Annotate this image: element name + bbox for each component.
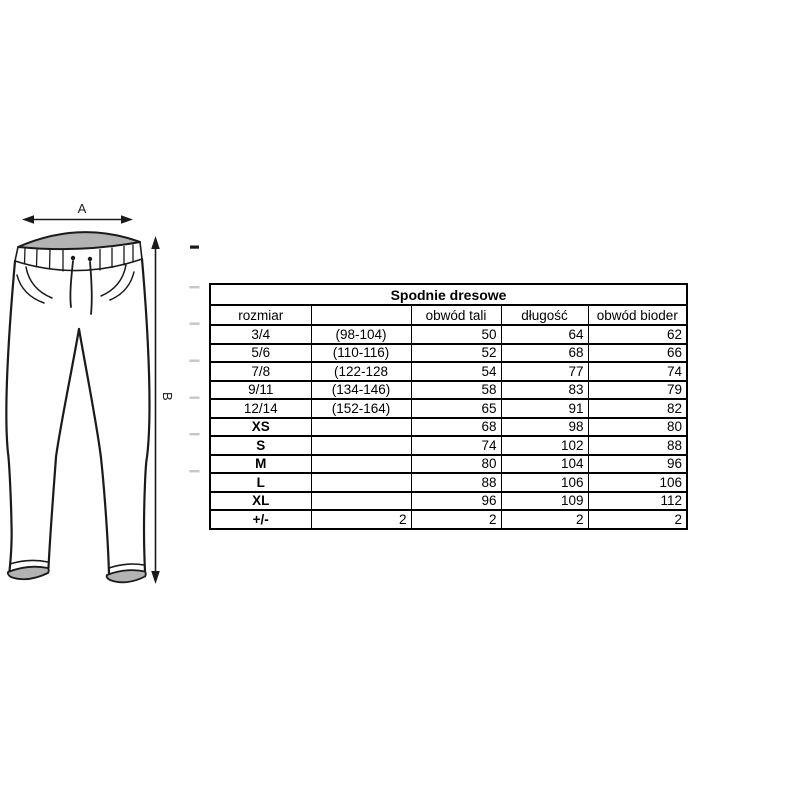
- table-cell: 91: [501, 399, 588, 418]
- table-cell: 112: [588, 492, 687, 511]
- table-cell: 98: [501, 418, 588, 437]
- table-row: [210, 492, 687, 511]
- table-cell: (122-128: [311, 362, 411, 381]
- table-row: [210, 399, 687, 418]
- col-header-range: [311, 305, 411, 325]
- table-cell: 2: [411, 510, 501, 529]
- dimension-a-label: A: [77, 201, 87, 216]
- table-cell: [311, 436, 411, 455]
- arrow-right-icon: [121, 215, 133, 223]
- table-row: [210, 418, 687, 437]
- table-cell: 2: [501, 510, 588, 529]
- arrow-left-icon: [22, 215, 34, 223]
- table-row: [210, 455, 687, 474]
- table-cell: 52: [411, 344, 501, 363]
- col-header-length: długość: [501, 305, 588, 325]
- table-cell: 65: [411, 399, 501, 418]
- tick-dash-mark: [190, 246, 199, 249]
- table-title-row: [210, 284, 687, 305]
- table-cell: 12/14: [210, 399, 311, 418]
- cuff-left: [8, 560, 49, 579]
- table-cell: 74: [588, 362, 687, 381]
- table-cell: (110-116): [311, 344, 411, 363]
- dimension-a-arrow: [22, 215, 133, 223]
- table-cell: S: [210, 436, 311, 455]
- table-cell: 3/4: [210, 325, 311, 344]
- pant-legs-outline: [6, 259, 149, 574]
- table-cell: 2: [311, 510, 411, 529]
- table-cell: 62: [588, 325, 687, 344]
- table-title: Spodnie dresowe: [210, 284, 687, 305]
- table-cell: (152-164): [311, 399, 411, 418]
- table-cell: 68: [411, 418, 501, 437]
- waistband-band: [15, 259, 142, 271]
- table-cell: +/-: [210, 510, 311, 529]
- arrow-up-icon: [151, 236, 160, 249]
- table-cell: 50: [411, 325, 501, 344]
- drawstrings: [70, 256, 92, 314]
- table-cell: 7/8: [210, 362, 311, 381]
- table-cell: 109: [501, 492, 588, 511]
- waistband-side: [140, 242, 142, 259]
- table-cell: 66: [588, 344, 687, 363]
- pocket-right: [101, 265, 134, 300]
- table-cell: 106: [588, 473, 687, 492]
- table-cell: (98-104): [311, 325, 411, 344]
- table-cell: 54: [411, 362, 501, 381]
- pocket-left: [17, 267, 52, 303]
- col-header-waist: obwód tali: [411, 305, 501, 325]
- table-cell: 77: [501, 362, 588, 381]
- table-cell: 104: [501, 455, 588, 474]
- cuff-right: [107, 564, 146, 582]
- table-cell: M: [210, 455, 311, 474]
- table-cell: [311, 492, 411, 511]
- table-cell: XL: [210, 492, 311, 511]
- table-row: [210, 381, 687, 400]
- size-table-body: [210, 325, 687, 529]
- arrow-down-icon: [151, 571, 160, 584]
- table-cell: XS: [210, 418, 311, 437]
- table-row: [210, 510, 687, 529]
- table-row: [210, 344, 687, 363]
- table-cell: [311, 455, 411, 474]
- col-header-size: rozmiar: [210, 305, 311, 325]
- table-cell: 106: [501, 473, 588, 492]
- table-cell: 68: [501, 344, 588, 363]
- col-header-hips: obwód bioder: [588, 305, 687, 325]
- pants-technical-drawing: [0, 195, 200, 595]
- table-cell: 9/11: [210, 381, 311, 400]
- size-table: [209, 283, 688, 530]
- table-cell: 82: [588, 399, 687, 418]
- table-cell: 2: [588, 510, 687, 529]
- table-cell: 96: [588, 455, 687, 474]
- waistband-opening: [18, 232, 140, 249]
- table-cell: 96: [411, 492, 501, 511]
- table-row: [210, 473, 687, 492]
- table-cell: 74: [411, 436, 501, 455]
- table-cell: (134-146): [311, 381, 411, 400]
- table-cell: 88: [588, 436, 687, 455]
- table-row: [210, 436, 687, 455]
- table-cell: 64: [501, 325, 588, 344]
- faint-grid-dashes: [190, 286, 200, 472]
- dimension-b-label: B: [160, 392, 175, 401]
- table-cell: 83: [501, 381, 588, 400]
- table-cell: 88: [411, 473, 501, 492]
- table-cell: 79: [588, 381, 687, 400]
- table-cell: 58: [411, 381, 501, 400]
- table-cell: [311, 418, 411, 437]
- table-cell: 80: [588, 418, 687, 437]
- table-header-row: [210, 305, 687, 325]
- table-cell: 102: [501, 436, 588, 455]
- table-cell: 5/6: [210, 344, 311, 363]
- table-cell: 80: [411, 455, 501, 474]
- dimension-b-arrow: [151, 236, 160, 584]
- waistband-side: [15, 247, 18, 261]
- table-cell: L: [210, 473, 311, 492]
- table-row: [210, 325, 687, 344]
- table-row: [210, 362, 687, 381]
- table-cell: [311, 473, 411, 492]
